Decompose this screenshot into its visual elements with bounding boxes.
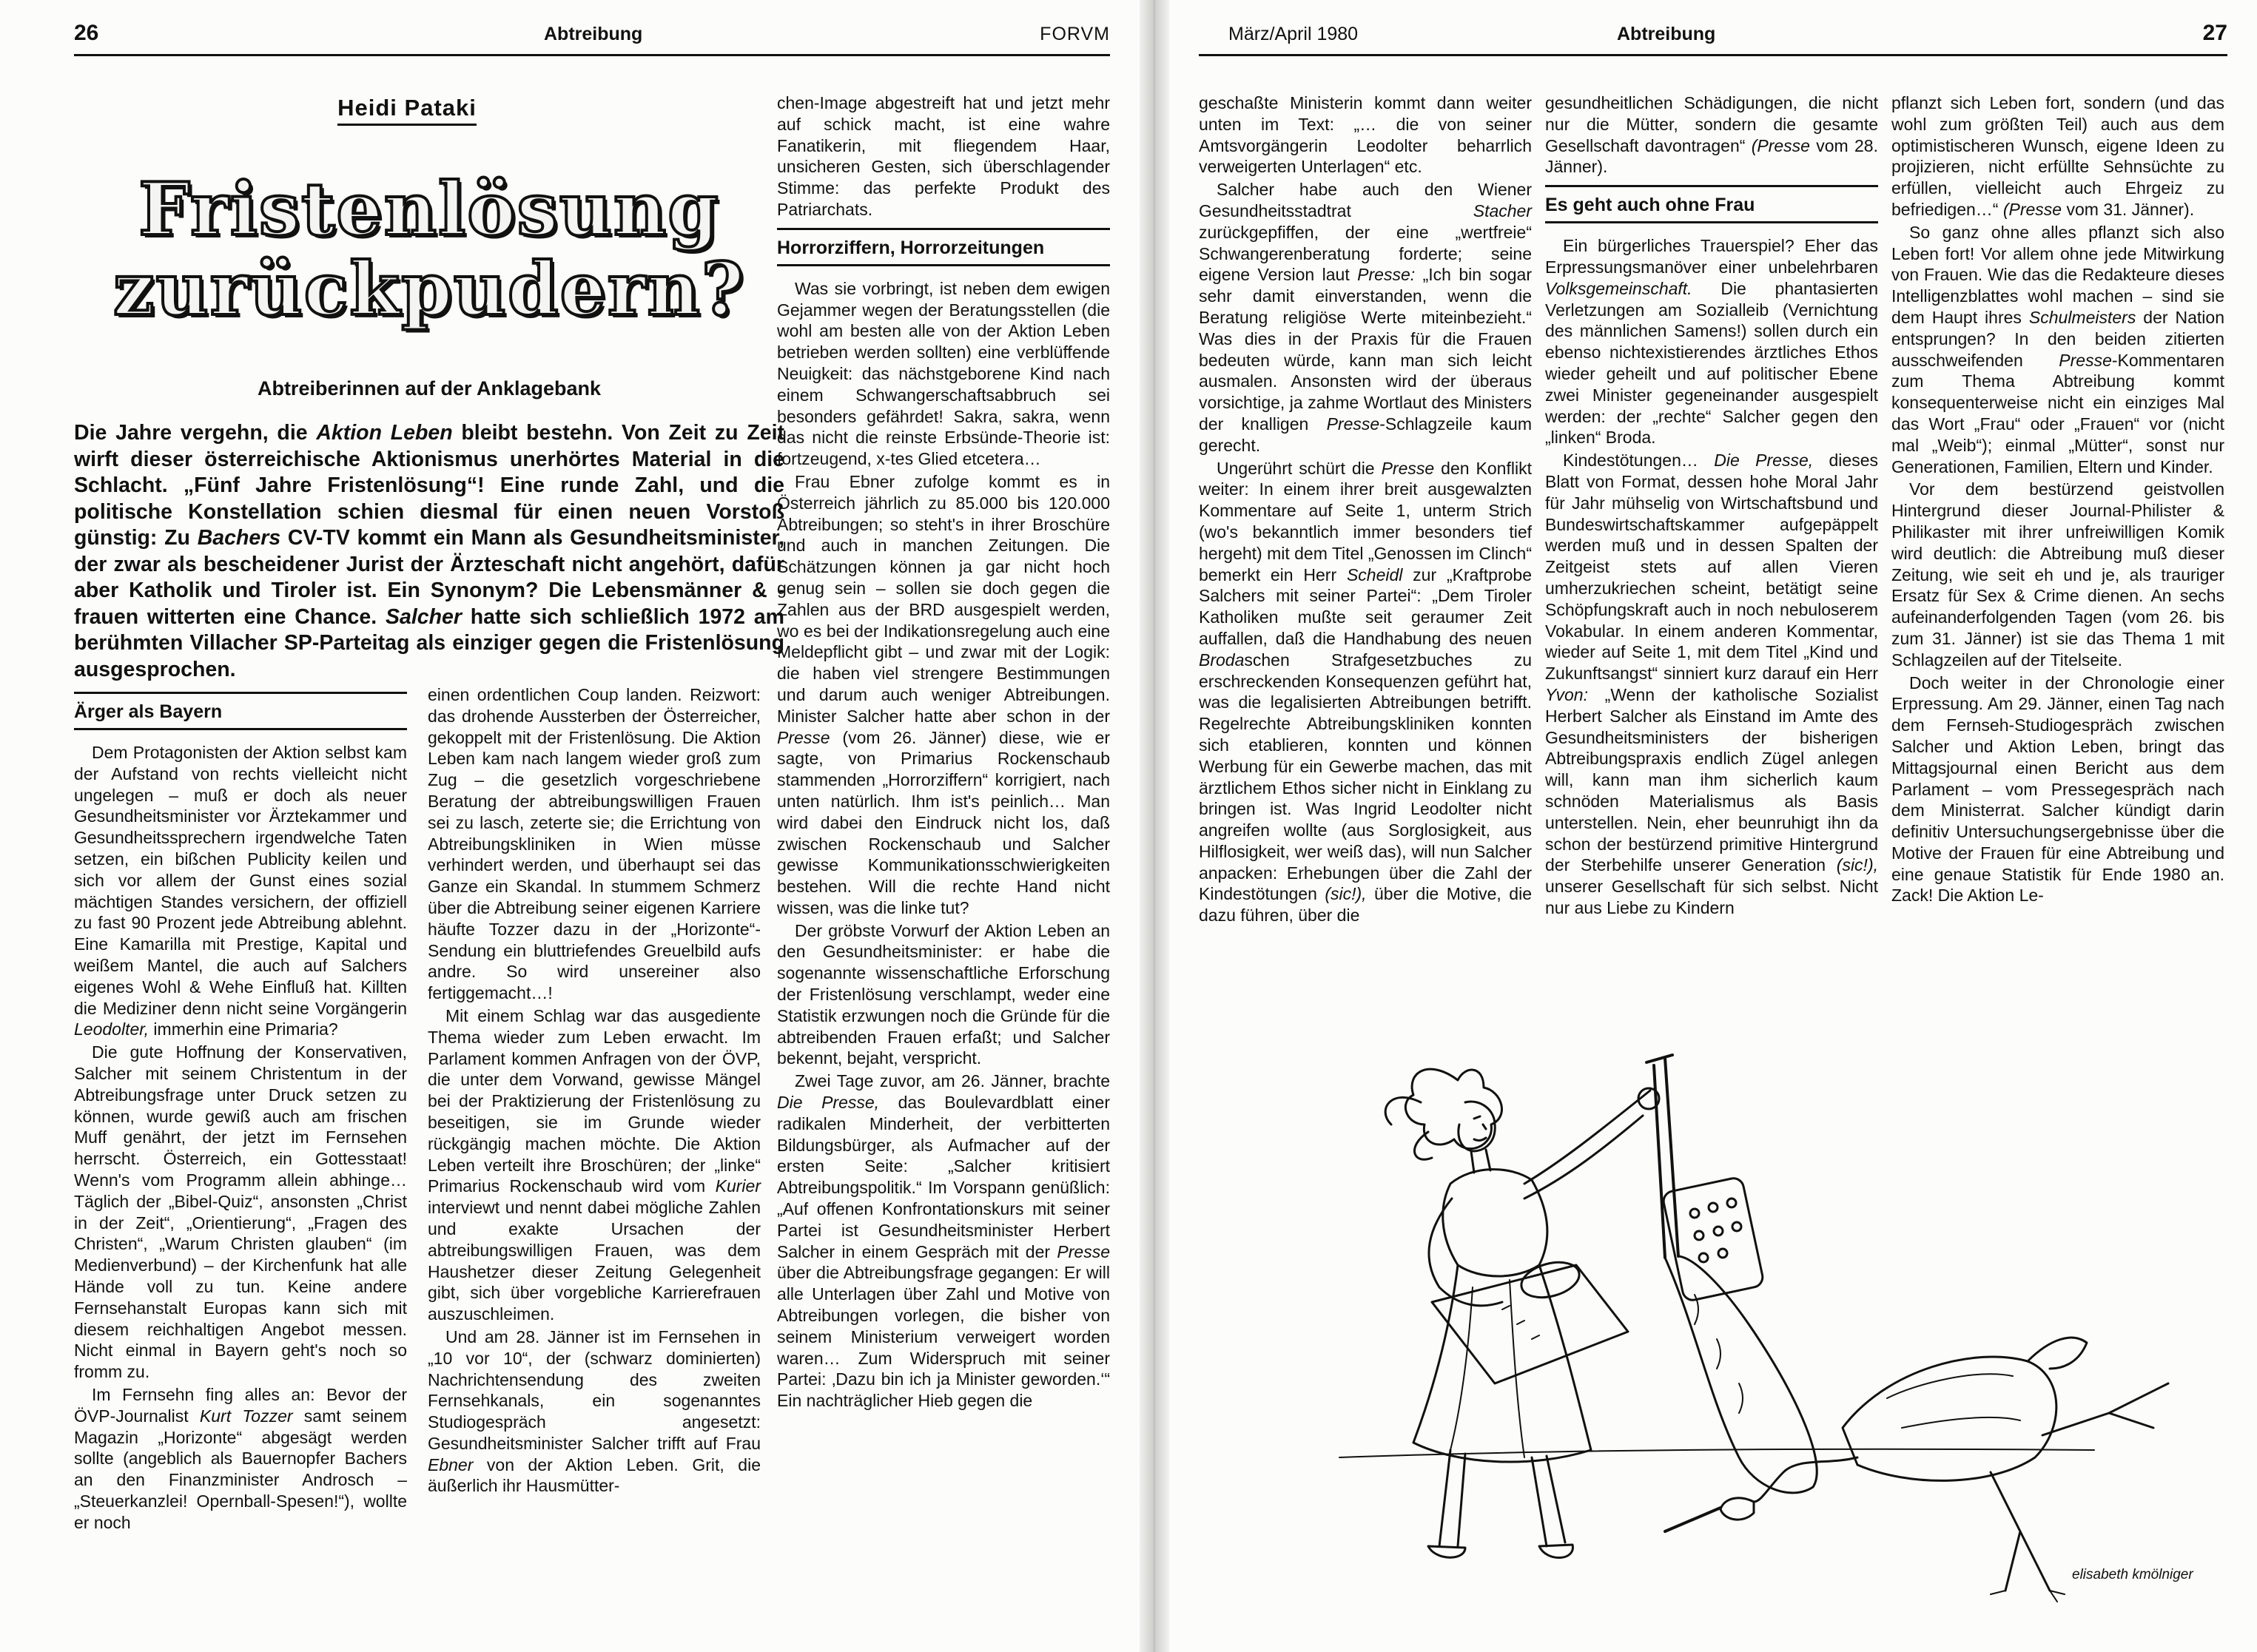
paragraph: Salcher habe auch den Wiener Gesundheitsstadtrat Stacher zurückgepfiffen, der eine „wertfreie“ Schwangerenberatung forderte; seine eigene Version laut Presse: „Ich bin sogar sehr damit einverstanden, wenn die Beratung religiöse Werte miteinbezieht.“ Was dies in der Praxis für die Frauen bedeuten würde, kann man sich leicht ausmalen. Ansonsten wird der überaus vorsichtige, ja zahme Wortlaut des Ministers der knalligen Presse-Schlagzeile kaum gerecht. [1199,180,1532,455]
powder-puff [1665,1256,1817,1493]
paragraph: chen-Image abgestreift hat und jetzt mehr auf schick macht, ist eine wahre Fanatikerin, mit fliegendem Haar, unsicheren Gesten, sich überschlagender Stimme: das perfekte Produkt des Patriarchats. [777,93,1110,219]
paragraph: einen ordentlichen Coup landen. Reizwort: das drohende Aussterben der Österreicher, gekoppelt mit der Fristenlösung. Die Aktion Leben kam nach langem wieder groß zum Zug – die gesetzlich vorgeschriebene Beratung der abtreibungswilligen Frauen sei zu lasch, zeterte sie; die Errichtung von Abtreibungskliniken in Wien müsse verhindert werden, und überhaupt sei das Ganze ein Skandal. In stummem Schmerz über die Abtreibung seiner eigenen Karriere häufte Tozzer dazu in der „Horizonte“-Sendung ein bluttriefendes Greuelbild aufs andre. So wird unsereiner also fertiggemacht…! [428,685,761,1003]
shoes [1428,1545,1572,1558]
author-byline: Heidi Pataki [311,95,503,121]
left-column-1 [74,684,407,1533]
page-gutter [1140,0,1169,1652]
right-page-number: 27 [2202,21,2227,45]
paragraph: gesundheitlichen Schädigungen, die nicht nur die Mütter, sondern die gesamte Gesellschaft davontragen“ (Presse vom 28. Jänner). [1545,93,1878,177]
paragraph: Frau Ebner zufolge kommt es in Österreich jährlich zu 85.000 bis 120.000 Abtreibungen; so steht's in ihrer Broschüre und auch in manchen Zeitungen. Die Schätzungen können ja gar nicht hoch genug sein – sollen sie doch gegen die Zahlen aus der BRD ausgespielt werden, wo es bei der Indikationsregelung auch eine Meldepflicht gibt – und zwar mit der Logik: die haben viel strengere Bestimmungen und darum auch weniger Abtreibungen. Minister Salcher hatte aber schon in der Presse (vom 26. Jänner) diese, wie er sagte, von Primarius Rockenschaub stammenden „Horrorziffern“ korrigiert, nach unten natürlich. Ihm ist's peinlich… Man wird dabei den Eindruck nicht los, daß zwischen Rockenschaub und Salcher gewisse Kommunikationsschwierigkeiten bestehen. Will die rechte Hand nicht wissen, was die linke tut? [777,471,1110,917]
right-running-head [1199,21,2227,56]
paragraph: Die gute Hoffnung der Konservativen, Salcher mit seinem Christentum in der Abtreibungsfrage unter Druck setzen zu können, wurde gewiß auch am frischen Muff genährt, der jetzt im Fernsehen herrscht. Österreich, ein Gottesstaat! Wenn's vom Programm allein abhinge… Täglich der „Bibel-Quiz“, ansonsten „Christ in der Zeit“, „Orientierung“, „Fragen des Christen“, „Warum Christen glauben“ (im Medienverbund) – der Kirchenfunk hat alle Hände voll zu tun. Keine andere Fernsehanstalt Europas kann sich mit diesem reichhaltigen Angebot messen. Nicht einmal in Bayern geht's noch so fromm zu. [74,1042,407,1382]
paragraph: Kindestötungen… Die Presse, dieses Blatt von Format, dessen hohe Moral Jahr für Jahr mühselig von Wirtschaftsbund und Bundeswirtschaftskammer aufgepäppelt werden muß und in dessen Spalten der Zeitgeist stets auf allen Vieren umherzukriechen scheint, betätigt seine Schöpfungskraft auch in noch nebuloserem Vokabular. In einem anderen Kommentar, wieder auf Seite 1, mit dem Titel „Kind und Zukunftsangst“ sinniert kurz darauf ein Herr Yvon: „Wenn der katholische Sozialist Herbert Salcher als Einstand im Amte des Gesundheitsministers der bisherigen Abtreibungspraxis endlich Zügel anlegen will, kann man ihm sicherlich kaum schnöden Materialismus als Basis unterstellen. Nein, eher beunruhigt ihn da schon der bestürzend primitive Hintergrund der Sterbehilfe unserer Generation (sic!), unserer Gesellschaft für sich selbst. Nicht nur aus Liebe zu Kindern [1545,451,1878,917]
article-headline [111,167,747,332]
magazine-name: FORVM [1040,24,1110,44]
lower-arm [1429,1198,1502,1306]
right-column-2 [1545,92,1878,919]
face-features [1474,1116,1486,1141]
paragraph: Doch weiter in der Chronologie einer Erpressung. Am 29. Jänner, einen Tag nach dem Fernseh-Studiogespräch zwischen Salcher und Aktion Leben, bringt das Mittagsjournal einen Bericht aus dem Parlament – vom Pressegespräch nach dem Ministerrat. Salcher kündigt darin definitiv Untersuchungsergebnisse über die Motive der Frauen für eine Abtreibung und eine genaue Statistik für Ende 1980 an. Zack! Die Aktion Le- [1891,672,2224,906]
issue-date: März/April 1980 [1228,24,1359,44]
raised-arm-lower [1524,1116,1643,1198]
stork-leg-1 [1991,1472,2050,1591]
paragraph: Im Fernsehn fing alles an: Bevor der ÖVP-Journalist Kurt Tozzer samt seinem Magazin „Horizonte“ abgesägt werden sollte (angeblich als Bauernopfer Bachers an den Finanzminister Androsch – „Steuerkanzlei! Opernball-Spesen!“), wollte er noch [74,1384,407,1532]
powder-jar [1432,1265,1628,1383]
paragraph: Der gröbste Vorwurf der Aktion Leben an den Gesundheitsminister: er habe die sogenannte wissenschaftliche Erforschung der Fristenlösung verschlampt, weder eine Statistik erzwungen noch die Gründe für die abtreibenden Frauen erfaßt; und Salcher bekennt, bejaht, verspricht. [777,920,1110,1068]
puff-handle [1654,1058,1678,1258]
paragraph: Vor dem bestürzend geistvollen Hintergrund dieser Journal-Philister & Philikaster mit ihrer unfreiwilligen Komik wird deutlich: die Abtreibung muß dieser Zeitung, wie seit eh und je, als trauriger Ersatz für Sex & Crime dienen. An sechs aufeinanderfolgenden Tagen (vom 26. bis zum 31. Jänner) ist sie das Thema 1 mit Schlagzeilen auf der Titelseite. [1891,479,2224,670]
stork-body [1843,1357,2056,1480]
stork-leg-2 [2042,1383,2168,1435]
stork-neck [1754,1457,1857,1502]
left-section-title: Abtreibung [544,24,643,44]
right-page [1169,0,2257,1652]
paragraph: geschaßte Ministerin kommt dann weiter unten im Text: „… die von seiner Amtsvorgängerin Leodolter beharrlich verweigerten Unterlagen“ etc. [1199,93,1532,177]
left-running-head [74,21,1110,56]
article-dek: Abtreiberinnen auf der Anklagebank [257,377,602,399]
paragraph: Zwei Tage zuvor, am 26. Jänner, brachte Die Presse, das Boulevardblatt einer radikalen Minderheit, der verbitterten Bildungsbürger, als Aufmacher auf der ersten Seite: „Salcher kritisiert Abtreibungspolitik.“ Im Vorspann genüßlich: „Auf offenen Konfrontationskurs mit seiner Partei ist Gesundheitsminister Herbert Salcher in einem Gespräch mit der Presse über die Abtreibungsfrage gegangen: Er will alle Unterlagen über Zahl und Motive von Abtreibungen vorlegen, die bisher von seinem Ministerium verweigert worden waren… Zum Widerspruch mit seiner Partei: ‚Dazu bin ich ja Minister geworden.‘“ Ein nachträglicher Hieb gegen die [777,1071,1110,1411]
torso [1443,1170,1547,1276]
subhead-es-geht-auch-ohne-frau: Es geht auch ohne Frau [1545,185,1878,223]
left-column-3 [777,92,1110,1412]
right-section-title: Abtreibung [1617,24,1716,44]
stork-tail [2028,1338,2087,1369]
right-column-1 [1199,92,1532,926]
right-column-3 [1891,92,2224,906]
paragraph: Ein bürgerliches Trauerspiel? Eher das Erpressungsmanöver einer unbelehrbaren Volksgemeinschaft. Die phantasierten Verletzungen am Sozialleib (Vernichtung des männlichen Samens!) sollen durch ein ebenso nichtexistierendes ärztliches Ethos wieder geheilt und auf politischer Ebene zwei Minister gegeneinander ausgespielt werden: der „rechte“ Salcher gegen den „linken“ Broda. [1545,236,1878,448]
illustration-credit: elisabeth kmölniger [2072,1567,2193,1582]
legs [1439,1450,1565,1546]
left-page-number: 26 [74,21,99,45]
headline-line-2: zurückpudern? [112,247,746,332]
subhead-horrorziffern: Horrorziffern, Horrorzeitungen [777,228,1110,266]
paragraph: Dem Protagonisten der Aktion selbst kam der Aufstand von rechts vielleicht nicht ungelegen – muß er doch als neuer Gesundheitsminister vor Ärztekammer und Gesundheitssprechern irgendwelche Taten setzen, ein bißchen Publicity keilen und sich vor allem der Gunst eines sozial mächtigen Standes versichern, der offiziell zu fast 90 Prozent jede Abtreibung ablehnt. Eine Kamarilla mit Prestige, Kapital und weißem Mantel, die auch auf Salchers eigenes Wohl & Wehe Einfluß hat. Killten die Mediziner denn nicht seine Vorgängerin Leodolter, immerhin eine Primaria? [74,743,407,1039]
paragraph: Und am 28. Jänner ist im Fernsehen in „10 vor 10“, der (schwarz dominierten) Nachrichtensendung des zweiten Fernsehkanals, ein sogenanntes Studiogespräch angesetzt: Gesundheitsminister Salcher trifft auf Frau Ebner von der Aktion Leben. Grit, die äußerlich ihr Hausmütter- [428,1326,761,1496]
cartoon-illustration [1280,1014,2242,1613]
left-column-2 [428,684,761,1497]
paragraph: Mit einem Schlag war das ausgediente Thema wieder zum Leben erwacht. Im Parlament kommen Anfragen von der ÖVP, die unter dem Vorwand, gewisse Mängel bei der Praktizierung der Fristenlösung zu beseitigen, sie im Grunde wieder rückgängig machen möchte. Die Aktion Leben verteilt ihre Broschüren; der „linke“ Primarius Rockenschaub wird vom Kurier interviewt und nennt dabei mögliche Zahlen und exakte Ursachen der abtreibungswilligen Frauen, was dem Haushetzer dieser Zeitung Gelegenheit gibt, sich über vorgebliche Karrierefrauen auszuschleimen. [428,1005,761,1324]
article-lead: Die Jahre vergehn, die Aktion Leben bleibt bestehn. Von Zeit zu Zeit wirft dieser österreichische Aktionismus unerhörtes Material in die Schlacht. „Fünf Jahre Fristenlösung“! Eine runde Zahl, und die politische Konstellation schien diesmal für einen neuen Vorstoß günstig: Zu Bachers CV-TV kommt ein Mann als Gesundheitsminister, der zwar als bescheidener Jurist der Ärzteschaft nicht angehört, dafür aber Katholik und Tiroler ist. Ein Synonym? Die Lebensmänner & -frauen witterten eine Chance. Salcher hatte sich schließlich 1972 am berühmten Villacher SP-Parteitag als einziger gegen die Fristenlösung ausgesprochen. [74,421,784,681]
subhead-aerger-als-bayern: Ärger als Bayern [74,692,407,730]
headline-line-1: Fristenlösung [138,167,720,252]
skirt [1413,1265,1591,1462]
face [1459,1102,1495,1151]
paragraph: Ungerührt schürt die Presse den Konflikt weiter: In einem ihrer breit ausgewalzten Kommentare auf Seite 1, unterm Strich (wo's bekanntlich immer besonders tief hergeht) mit dem Titel „Genossen im Clinch“ bemerkt ein Herr Scheidl zur „Kraftprobe Salchers mit seiner Partei“: „Dem Tiroler Katholiken mußte seit geraumer Zeit auffallen, daß die Handhabung des neuen Brodaschen Strafgesetzbuches zu erschreckenden Konsequenzen geführt hat, was die legalisierten Abtreibungen betrifft. Regelrechte Abtreibungskliniken konnten sich etablieren, konnten und können Werbung für ein Gewerbe machen, das mit ärztlichem Ethos sicher nicht in Einklang zu bringen ist. Was Ingrid Leodolter nicht angreifen wollte (aus Sorglosigkeit, aus Hilflosigkeit, wer weiß das), will nun Salcher anpacken: Erhebungen über die Zahl der Kindestötungen (sic!), über die Motive, die dazu führen, über die [1199,458,1532,926]
stork-head [1720,1498,1754,1520]
paragraph: Was sie vorbringt, ist neben dem ewigen Gejammer wegen der Beratungsstellen (die wohl am besten alle von der Aktion Leben betrieben werden sollten) eine verblüffende Neuigkeit: das nächstgeborene Kind nach einem Schwangerschaftsabbruch sei besonders gefährdet! Sakra, sakra, wenn das nicht die reinste Erbsünde-Theorie ist: fortzeugend, x-tes Glied etcetera… [777,278,1110,469]
paragraph: So ganz ohne alles pflanzt sich also Leben fort! Vor allem ohne jede Mitwirkung von Frauen. Wie das die Redakteure dieses Intelligenzblattes wohl machen – sind sie dem Haupt ihres Schulmeisters der Nation entsprungen? In den beiden zitierten ausschweifenden Presse-Kommentaren zum Thema Abtreibung kommt konsequenterweise nicht ein einziges Mal das Wort „Frau“ oder „Frauen“ vor (nicht mal „Weib“); einmal „Mütter“, sonst nur Generationen, Familien, Eltern und Kinder. [1891,222,2224,476]
stork-beak [1665,1508,1720,1531]
raised-arm [1524,1090,1650,1184]
paragraph: pflanzt sich Leben fort, sondern (und das wohl zum größten Teil) auch aus dem optimistischeren Wunsch, eigene Ideen zu projizieren, nicht erfüllte Sehnsüchte zu erfüllen, vielleicht auch Ehrgeiz zu befriedigen…“ (Presse vom 31. Jänner). [1891,93,2224,219]
